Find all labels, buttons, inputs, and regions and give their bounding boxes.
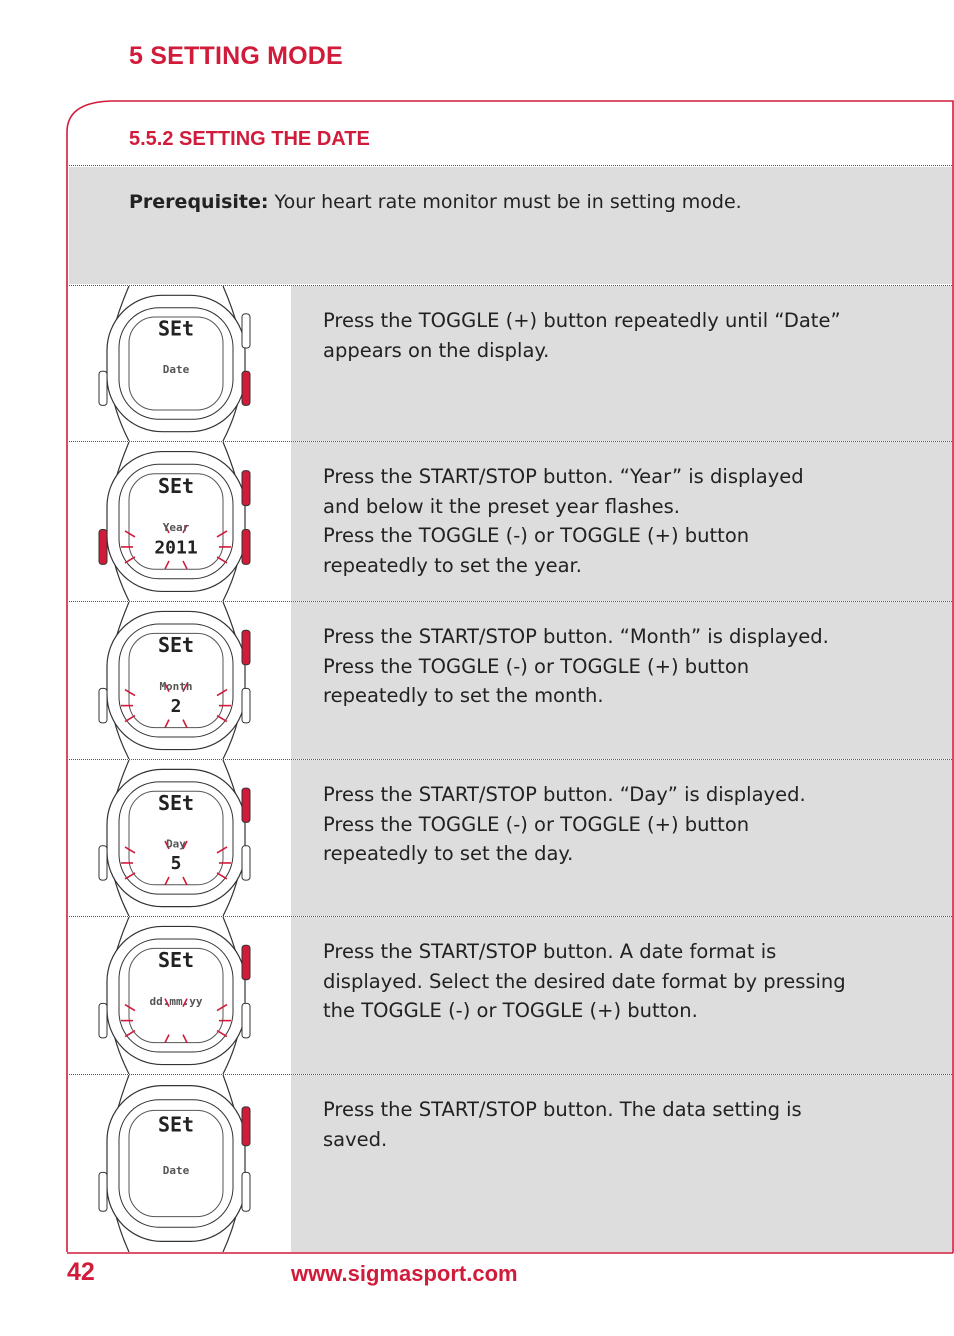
instruction-line: displayed. Select the desired date format by pressing	[323, 969, 846, 993]
step-image	[69, 760, 291, 916]
step-instructions	[323, 462, 883, 580]
prerequisite-body: Your heart rate monitor must be in setting mode.	[268, 191, 742, 213]
display-label: Day	[166, 837, 186, 851]
watch-icon	[89, 760, 271, 916]
watch-icon	[89, 1075, 271, 1252]
watch-icon	[89, 602, 271, 759]
display-top-text: SEt	[157, 790, 195, 815]
instruction-line: appears on the display.	[323, 338, 550, 362]
instruction-line: Press the START/STOP button. “Month” is displayed.	[323, 625, 829, 648]
step-instructions	[323, 1095, 883, 1154]
watch-icon	[89, 917, 271, 1074]
display-label: dd.mm.yy	[149, 994, 203, 1008]
watch-illustration	[89, 917, 271, 1074]
step-instructions	[323, 937, 883, 1026]
instruction-line: repeatedly to set the year.	[323, 553, 582, 577]
display-value: 5	[170, 853, 182, 875]
prerequisite-text	[129, 191, 742, 213]
divider	[69, 165, 952, 166]
step-row	[69, 760, 952, 916]
divider	[69, 759, 952, 760]
step-image	[69, 442, 291, 601]
step-image	[69, 1075, 291, 1252]
step-row	[69, 286, 952, 441]
instruction-line: the TOGGLE (-) or TOGGLE (+) button.	[323, 999, 698, 1022]
watch-icon	[89, 286, 271, 441]
chapter-title: 5 SETTING MODE	[129, 42, 343, 70]
step-instructions	[323, 306, 883, 365]
step-instructions	[323, 622, 883, 711]
display-top-text: SEt	[157, 948, 195, 973]
watch-illustration	[89, 442, 271, 601]
instruction-line: Press the START/STOP button. “Day” is displayed.	[323, 783, 806, 806]
display-value: 2011	[154, 537, 198, 559]
page-number: 42	[67, 1258, 95, 1286]
display-value: 2	[170, 695, 182, 717]
step-image	[69, 917, 291, 1074]
display-label: Date	[162, 1164, 190, 1178]
instruction-line: Press the TOGGLE (-) or TOGGLE (+) button	[323, 524, 750, 547]
display-label: Month	[159, 679, 193, 693]
instruction-line: Press the TOGGLE (-) or TOGGLE (+) button	[323, 654, 750, 678]
instruction-line: Press the START/STOP button. A date format is	[323, 940, 777, 963]
display-top-text: SEt	[157, 316, 195, 341]
display-top-text: SEt	[157, 633, 195, 658]
step-row	[69, 917, 952, 1074]
step-row	[69, 1075, 952, 1252]
step-instructions	[323, 780, 883, 869]
prerequisite-box	[69, 167, 952, 284]
watch-illustration	[89, 286, 271, 441]
step-row	[69, 602, 952, 759]
display-label: Date	[162, 362, 190, 376]
display-label: Year	[162, 521, 190, 535]
divider	[69, 285, 952, 286]
step-image	[69, 602, 291, 759]
divider	[69, 916, 952, 917]
instruction-line: repeatedly to set the day.	[323, 842, 574, 865]
section-title: 5.5.2 SETTING THE DATE	[129, 128, 370, 150]
divider	[69, 1074, 952, 1075]
display-top-text: SEt	[157, 473, 195, 498]
instruction-line: Press the TOGGLE (+) button repeatedly until “Date”	[323, 309, 841, 332]
step-row	[69, 442, 952, 601]
watch-illustration	[89, 602, 271, 759]
instruction-line: and below it the preset year flashes.	[323, 494, 680, 518]
footer-url: www.sigmasport.com	[291, 1261, 518, 1286]
instruction-line: Press the TOGGLE (-) or TOGGLE (+) button	[323, 812, 750, 836]
divider	[69, 601, 952, 602]
step-image	[69, 286, 291, 441]
divider	[69, 441, 952, 442]
watch-icon	[89, 442, 271, 601]
watch-illustration	[89, 1075, 271, 1252]
instruction-line: Press the START/STOP button. “Year” is displayed	[323, 465, 804, 488]
instruction-line: saved.	[323, 1127, 388, 1151]
instruction-line: repeatedly to set the month.	[323, 684, 604, 707]
watch-illustration	[89, 760, 271, 916]
display-top-text: SEt	[157, 1112, 195, 1137]
instruction-line: Press the START/STOP button. The data setting is	[323, 1098, 802, 1121]
prerequisite-label: Prerequisite:	[129, 191, 269, 213]
